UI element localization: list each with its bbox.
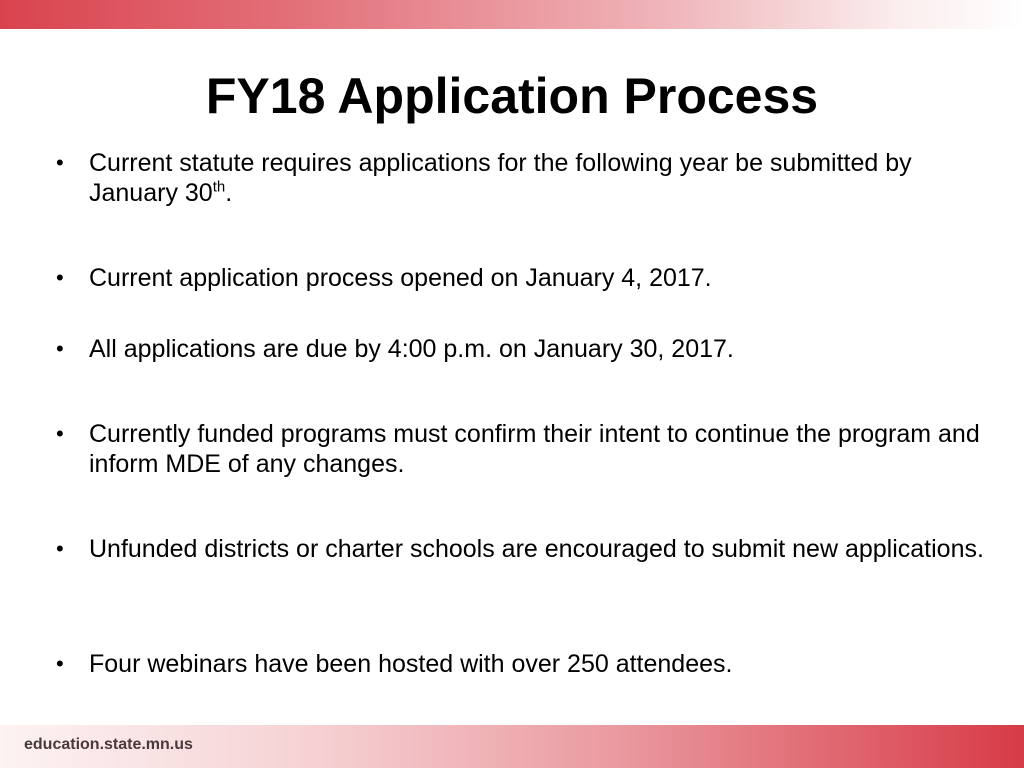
bullet-text: Four webinars have been hosted with over 250 attendees. (89, 650, 733, 678)
bullet-dot-icon: • (56, 150, 64, 175)
bullet-item (56, 148, 989, 208)
bullet-dot-icon: • (56, 336, 64, 361)
bullet-superscript: th (212, 178, 226, 196)
bullet-item (56, 419, 989, 479)
slide-title: FY18 Application Process (205, 68, 819, 124)
bullet-dot-icon: • (56, 536, 64, 561)
bullet-text: Unfunded districts or charter schools are encouraged to submit new applications. (89, 535, 984, 563)
bullet-text: Current application process opened on January 4, 2017. (89, 264, 712, 292)
footer-url: education.state.mn.us (24, 736, 193, 753)
bullet-text: Currently funded programs must confirm their intent to continue the program and inform MDE of any changes. (89, 420, 980, 478)
bullet-item (56, 534, 989, 564)
bullet-dot-icon: • (56, 265, 64, 290)
bullet-text: Current statute requires applications for the following year be submitted by January 30 (89, 149, 912, 207)
bullet-item (56, 263, 989, 293)
top-decorative-bar (0, 0, 1024, 29)
bullet-text: All applications are due by 4:00 p.m. on January 30, 2017. (89, 335, 734, 363)
bullet-item (56, 649, 989, 679)
bullet-dot-icon: • (56, 651, 64, 676)
bullet-item (56, 334, 989, 364)
bullet-dot-icon: • (56, 421, 64, 446)
bullet-suffix: . (225, 179, 233, 207)
